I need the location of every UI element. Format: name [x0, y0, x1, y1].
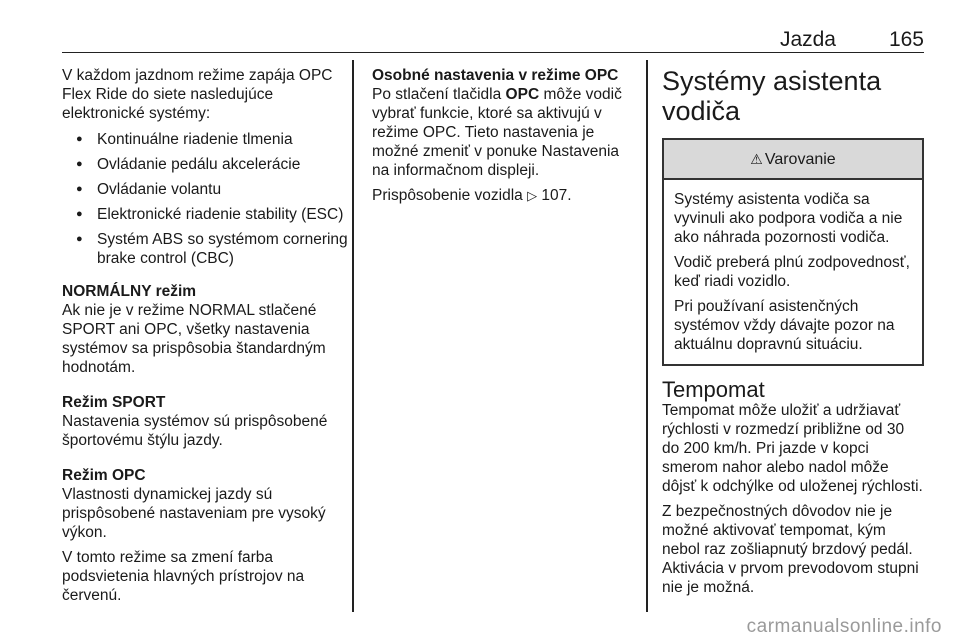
warning-paragraph: Vodič preberá plnú zodpovednosť, keď riadi vozidlo. — [674, 254, 910, 290]
watermark: carmanualsonline.info — [746, 616, 942, 637]
column-divider-2 — [646, 60, 648, 612]
reference-label: Prispôsobenie vozidla — [372, 187, 523, 204]
column-middle — [372, 66, 636, 211]
opc-bold: OPC — [505, 86, 540, 103]
section-title: Systémy asistenta vodiča — [662, 66, 882, 126]
tempomat-paragraph: Tempomat môže uložiť a udržiavať rýchlosti v rozmedzí približne od 30 do 200 km/h. Pri jazde v kopci smerom nahor alebo nadol môže dôjsť k odchýlke od uloženej rýchlosti. — [662, 402, 923, 495]
reference-page: 107. — [541, 187, 572, 204]
column-right — [662, 66, 924, 603]
list-item: ● Elektronické riadenie stability (ESC) — [62, 205, 350, 224]
opc-mode-heading: Režim OPC — [62, 467, 146, 484]
warning-paragraph: Systémy asistenta vodiča sa vyvinuli ako podpora vodiča a nie ako náhrada pozornosti vodiča. — [674, 191, 903, 246]
sport-mode-heading: Režim SPORT — [62, 394, 166, 411]
column-left — [62, 66, 350, 611]
chapter-title: Jazda — [779, 28, 836, 51]
intro-paragraph: V každom jazdnom režime zapája OPC Flex Ride do siete nasledujúce elektronické systémy: — [62, 67, 333, 122]
warning-header — [664, 140, 922, 180]
list-item: ● Ovládanie pedálu akcelerácie — [62, 155, 350, 174]
text-part: môže vodič vybrať funkcie, ktoré sa aktivujú v režime OPC. Tieto nastavenia je možné zmeniť v ponuke Nastavenia na informačnom displeji. — [372, 86, 622, 179]
warning-icon: ⚠ — [750, 151, 763, 167]
column-divider-1 — [352, 60, 354, 612]
normal-mode-text: Ak nie je v režime NORMAL stlačené SPORT ani OPC, všetky nastavenia systémov sa prispôsobia štandardným hodnotám. — [62, 302, 326, 376]
systems-list — [62, 130, 350, 268]
list-item: ● Ovládanie volantu — [62, 180, 350, 199]
reference-arrow-icon: ▷ — [527, 188, 538, 203]
normal-mode-heading: NORMÁLNY režim — [62, 283, 197, 300]
page-header — [62, 24, 924, 53]
opc-settings-heading: Osobné nastavenia v režime OPC — [372, 67, 619, 84]
tempomat-heading: Tempomat — [662, 377, 765, 402]
warning-title: Varovanie — [764, 151, 836, 168]
list-item: ● Kontinuálne riadenie tlmenia — [62, 130, 350, 149]
opc-mode-text: Vlastnosti dynamickej jazdy sú prispôsobené nastaveniam pre vysoký výkon. — [62, 486, 326, 541]
warning-box — [662, 138, 924, 366]
warning-paragraph: Pri používaní asistenčných systémov vždy dávajte pozor na aktuálnu dopravnú situáciu. — [674, 298, 895, 353]
warning-body — [664, 180, 922, 364]
page-number: 165 — [888, 28, 924, 51]
list-item: ● Systém ABS so systémom cornering brake control (CBC) — [62, 230, 350, 268]
opc-mode-text-2: V tomto režime sa zmení farba podsvietenia hlavných prístrojov na červenú. — [62, 549, 305, 604]
tempomat-paragraph-2: Z bezpečnostných dôvodov nie je možné aktivovať tempomat, kým nebol raz zošliapnutý brzdový pedál. Aktivácia v prvom prevodovom stupni nie je možná. — [662, 503, 919, 596]
sport-mode-text: Nastavenia systémov sú prispôsobené športovému štýlu jazdy. — [62, 413, 328, 449]
text-part: Po stlačení tlačidla — [372, 86, 506, 103]
cross-reference — [372, 186, 636, 205]
opc-settings-text — [372, 85, 636, 180]
